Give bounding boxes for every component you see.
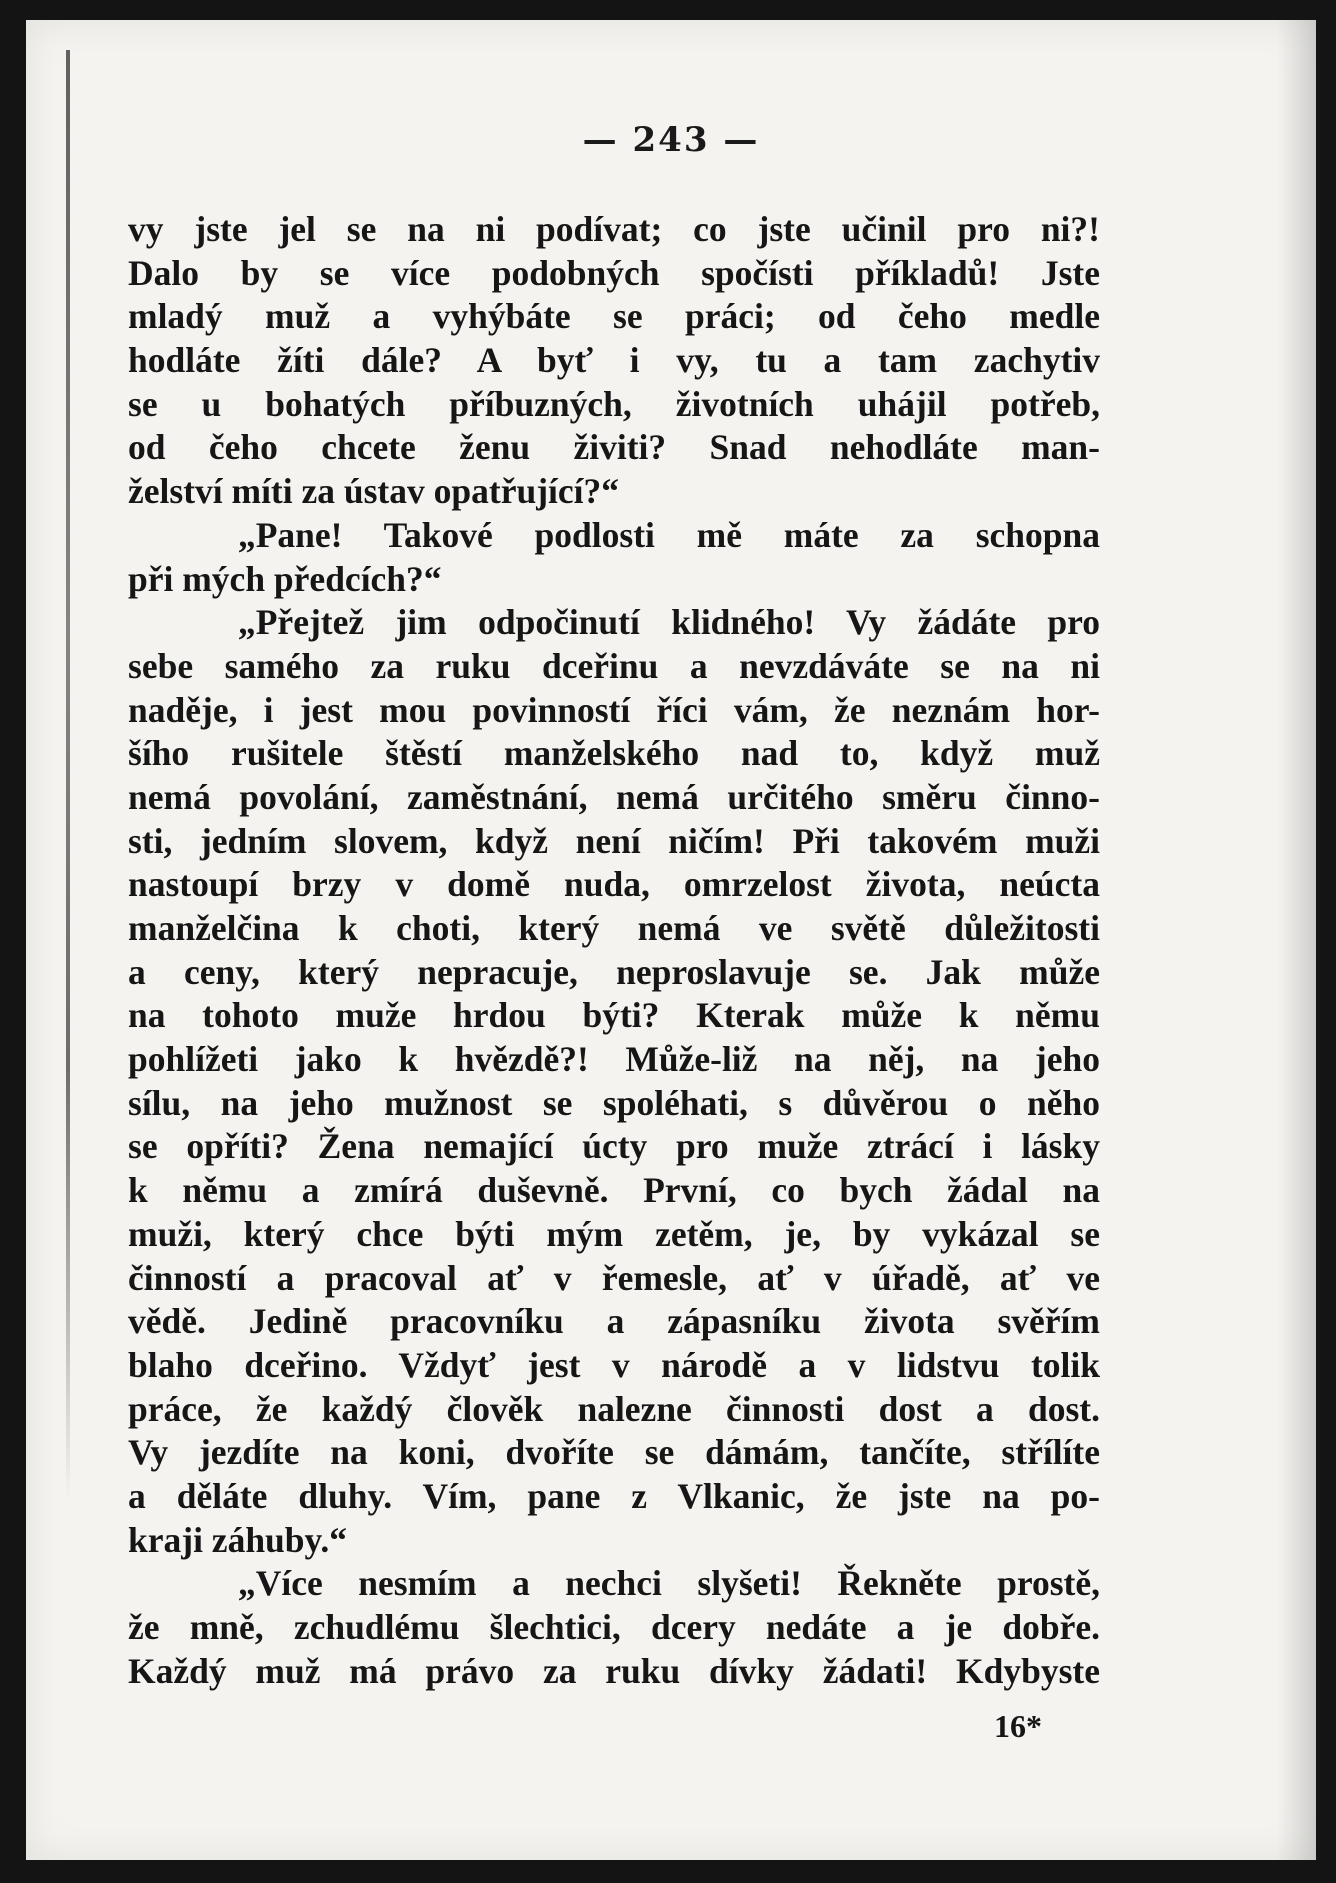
- text-line: vědě. Jedině pracovníku a zápasníku života svěřím: [128, 1301, 1100, 1342]
- text-line: se opříti? Žena nemající úcty pro muže ztrácí i lásky: [128, 1126, 1100, 1167]
- text-line: manželčina k choti, který nemá ve světě důležitosti: [128, 908, 1100, 948]
- text-line: „Přejtež jim odpočinutí klidného! Vy žádáte pro: [238, 602, 1100, 643]
- text-line: pohlížeti jako k hvězdě?! Může-liž na něj, na jeho: [128, 1039, 1100, 1080]
- page-spine-shadow: [66, 50, 70, 1500]
- text-line: vy jste jel se na ni podívat; co jste učinil pro ni?!: [128, 209, 1100, 249]
- text-line: sebe samého za ruku dceřinu a nevzdáváte se na ni: [128, 645, 1100, 686]
- text-line: při mých předcích?“: [128, 558, 442, 599]
- text-line: kraji záhuby.“: [128, 1519, 347, 1560]
- text-line: mladý muž a vyhýbáte se práci; od čeho medle: [128, 296, 1100, 337]
- text-line: nemá povolání, zaměstnání, nemá určitého směru činno-: [128, 776, 1100, 817]
- text-line: na tohoto muže hrdou býti? Kterak může k němu: [128, 995, 1100, 1036]
- text-line: činností a pracoval ať v řemesle, ať v úřadě, ať ve: [128, 1257, 1100, 1298]
- text-line: nastoupí brzy v domě nuda, omrzelost života, neúcta: [128, 864, 1100, 905]
- signature-mark: 16*: [994, 1708, 1042, 1744]
- text-line: „Pane! Takové podlosti mě máte za schopna: [238, 514, 1100, 555]
- text-line: blaho dceřino. Vždyť jest v národě a v lidstvu tolik: [128, 1344, 1100, 1385]
- text-line: „Více nesmím a nechci slyšeti! Řekněte prostě,: [238, 1563, 1100, 1604]
- text-line: sti, jedním slovem, když není ničím! Při takovém muži: [128, 820, 1100, 861]
- text-line: k němu a zmírá duševně. První, co bych žádal na: [128, 1170, 1100, 1211]
- text-line: želství míti za ústav opatřující?“: [128, 471, 620, 512]
- book-page: [26, 20, 1316, 1860]
- text-line: sílu, na jeho mužnost se spoléhati, s důvěrou o něho: [128, 1082, 1100, 1123]
- text-line: a ceny, který nepracuje, neproslavuje se. Jak může: [128, 951, 1100, 992]
- text-line: hodláte žíti dále? A byť i vy, tu a tam zachytiv: [128, 340, 1100, 381]
- text-line: od čeho chcete ženu živiti? Snad nehodláte man-: [128, 427, 1100, 468]
- text-line: naděje, i jest mou povinností říci vám, že neznám hor-: [128, 689, 1100, 730]
- body-text: [128, 208, 1100, 1693]
- text-line: šího rušitele štěstí manželského nad to, když muž: [128, 733, 1100, 774]
- text-line: a děláte dluhy. Vím, pane z Vlkanic, že jste na po-: [128, 1475, 1100, 1516]
- text-line: Vy jezdíte na koni, dvoříte se dámám, tančíte, střílíte: [128, 1432, 1100, 1473]
- text-line: že mně, zchudlému šlechtici, dcery nedáte a je dobře.: [128, 1607, 1100, 1647]
- text-line: práce, že každý člověk nalezne činnosti dost a dost.: [128, 1388, 1100, 1429]
- text-line: Dalo by se více podobných spočísti příkladů! Jste: [128, 252, 1100, 293]
- text-line: se u bohatých příbuzných, životních uhájil potřeb,: [128, 383, 1100, 424]
- text-line: muži, který chce býti mým zetěm, je, by vykázal se: [128, 1213, 1100, 1254]
- text-line: Každý muž má právo za ruku dívky žádati! Kdybyste: [128, 1650, 1100, 1691]
- page-edge-shadow: [1276, 20, 1316, 1860]
- page-number: — 243 —: [582, 120, 760, 160]
